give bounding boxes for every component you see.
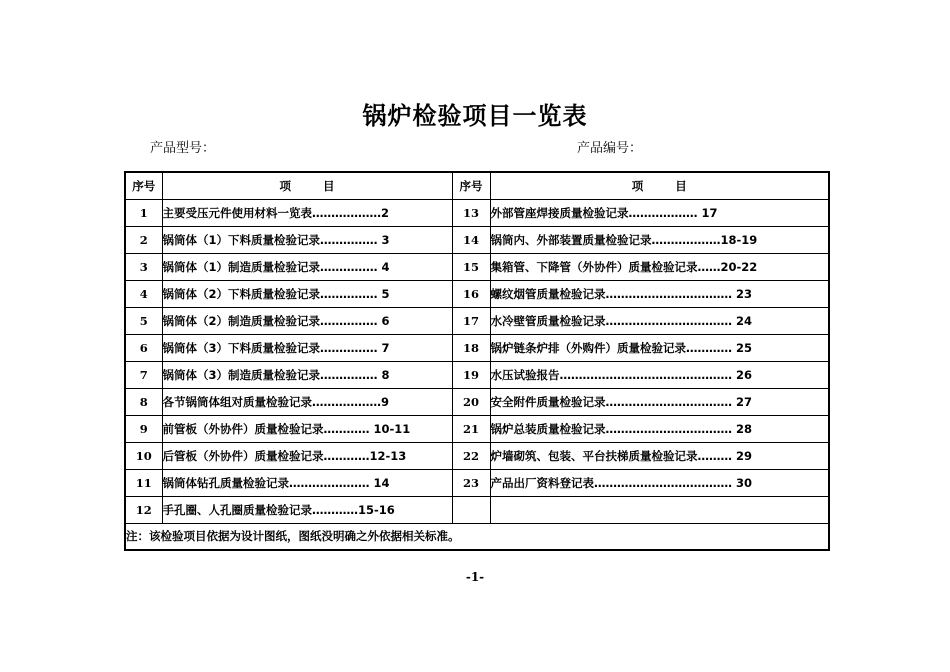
row-item: 外部管座焊接质量检验记录……………… 17: [490, 199, 829, 226]
table-row: [125, 307, 829, 334]
row-item: 水冷壁管质量检验记录…………………………… 24: [490, 307, 829, 334]
row-item: 锅筒体（2）下料质量检验记录…………… 5: [162, 280, 452, 307]
row-item: 炉墙砌筑、包装、平台扶梯质量检验记录……… 29: [490, 442, 829, 469]
row-number: 12: [125, 496, 162, 523]
row-number: 20: [452, 388, 490, 415]
row-number: 2: [125, 226, 162, 253]
row-number: 16: [452, 280, 490, 307]
row-number: [452, 496, 490, 523]
row-item: 锅炉链条炉排（外购件）质量检验记录………… 25: [490, 334, 829, 361]
row-item: 水压试验报告……………………………………… 26: [490, 361, 829, 388]
table-row: [125, 334, 829, 361]
row-number: 19: [452, 361, 490, 388]
table-row: [125, 226, 829, 253]
row-number: 11: [125, 469, 162, 496]
row-item: 集箱管、下降管（外协件）质量检验记录……20-22: [490, 253, 829, 280]
page-number: -1-: [465, 570, 485, 584]
row-number: 23: [452, 469, 490, 496]
table-row: [125, 199, 829, 226]
row-item: 各节锅筒体组对质量检验记录………………9: [162, 388, 452, 415]
table-row: [125, 280, 829, 307]
product-number-label: 产品编号：: [577, 141, 643, 156]
note-row: [125, 523, 829, 550]
row-number: 7: [125, 361, 162, 388]
table-row: [125, 253, 829, 280]
row-item: 产品出厂资料登记表……………………………… 30: [490, 469, 829, 496]
header-no-right: 序号: [452, 172, 490, 199]
row-number: 6: [125, 334, 162, 361]
row-item: 前管板（外协件）质量检验记录………… 10-11: [162, 415, 452, 442]
table-row: [125, 415, 829, 442]
header-item-left: 项 目: [162, 172, 452, 199]
row-item: [490, 496, 829, 523]
page-title: 锅炉检验项目一览表: [362, 101, 588, 130]
row-item: 锅筒体（1）制造质量检验记录…………… 4: [162, 253, 452, 280]
row-number: 4: [125, 280, 162, 307]
table-note: 注：该检验项目依据为设计图纸，图纸没明确之外依据相关标准。: [125, 523, 829, 550]
table-row: [125, 388, 829, 415]
row-item: 锅筒体（2）制造质量检验记录…………… 6: [162, 307, 452, 334]
row-number: 17: [452, 307, 490, 334]
row-number: 9: [125, 415, 162, 442]
row-number: 5: [125, 307, 162, 334]
header-item-right: 项 目: [490, 172, 829, 199]
row-number: 13: [452, 199, 490, 226]
table-header-row: [125, 172, 829, 199]
product-model-label: 产品型号：: [150, 141, 216, 156]
row-number: 1: [125, 199, 162, 226]
row-item: 锅筒体（3）制造质量检验记录…………… 8: [162, 361, 452, 388]
row-number: 15: [452, 253, 490, 280]
row-item: 锅筒体（3）下料质量检验记录…………… 7: [162, 334, 452, 361]
row-number: 10: [125, 442, 162, 469]
row-item: 后管板（外协件）质量检验记录…………12-13: [162, 442, 452, 469]
table-row: [125, 442, 829, 469]
row-item: 锅筒内、外部装置质量检验记录………………18-19: [490, 226, 829, 253]
row-item: 主要受压元件使用材料一览表………………2: [162, 199, 452, 226]
row-item: 安全附件质量检验记录…………………………… 27: [490, 388, 829, 415]
row-number: 14: [452, 226, 490, 253]
row-number: 3: [125, 253, 162, 280]
table-row: [125, 361, 829, 388]
row-item: 螺纹烟管质量检验记录…………………………… 23: [490, 280, 829, 307]
inspection-items-table: [124, 171, 830, 551]
row-item: 手孔圈、人孔圈质量检验记录…………15-16: [162, 496, 452, 523]
table-row: [125, 496, 829, 523]
row-item: 锅炉总装质量检验记录…………………………… 28: [490, 415, 829, 442]
row-number: 22: [452, 442, 490, 469]
row-number: 8: [125, 388, 162, 415]
row-number: 18: [452, 334, 490, 361]
row-item: 锅筒体（1）下料质量检验记录…………… 3: [162, 226, 452, 253]
row-item: 锅筒体钻孔质量检验记录………………… 14: [162, 469, 452, 496]
header-no-left: 序号: [125, 172, 162, 199]
row-number: 21: [452, 415, 490, 442]
table-row: [125, 469, 829, 496]
